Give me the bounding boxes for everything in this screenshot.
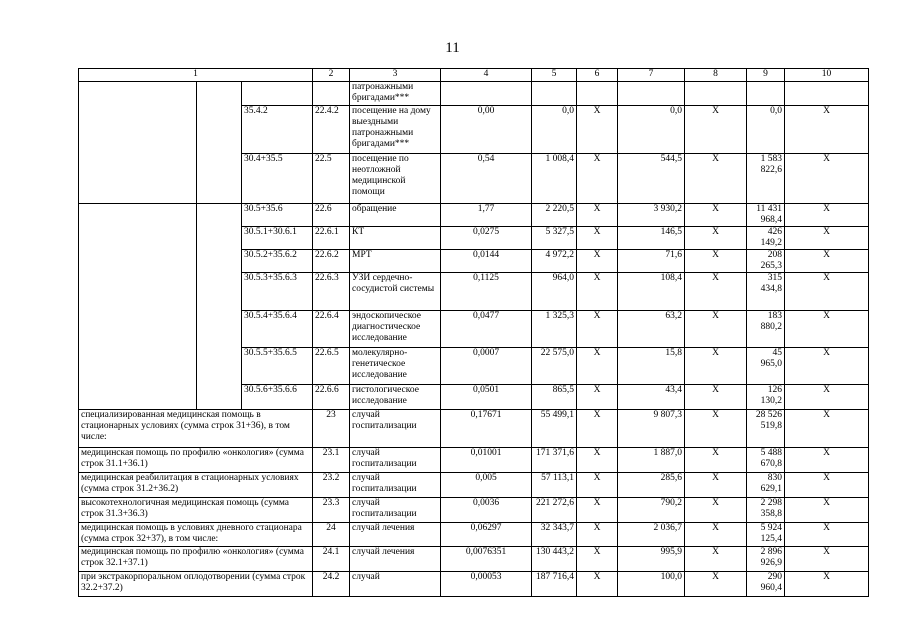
unit-cell: гистологическое исследование bbox=[350, 385, 441, 410]
row-number-cell: 22.6.6 bbox=[313, 385, 350, 410]
value-cell: X bbox=[577, 572, 618, 597]
value-cell: X bbox=[785, 523, 869, 547]
value-cell: X bbox=[785, 572, 869, 597]
value-cell bbox=[685, 82, 747, 106]
unit-cell: УЗИ сердечно-сосудистой системы bbox=[350, 273, 441, 311]
description-cell: высокотехнологичная медицинская помощь (сумма строк 31.3+36.3) bbox=[79, 498, 313, 523]
code-cell: 30.5.5+35.6.5 bbox=[242, 348, 313, 385]
table-row bbox=[79, 547, 869, 572]
value-cell: X bbox=[685, 311, 747, 348]
value-cell: X bbox=[685, 410, 747, 448]
row-number-cell: 23.1 bbox=[313, 448, 350, 473]
merged-empty-cell bbox=[197, 82, 242, 204]
unit-cell: посещение по неотложной медицинской помощи bbox=[350, 154, 441, 204]
unit-cell: случай госпитализации bbox=[350, 410, 441, 448]
value-cell: 1 325,3 bbox=[532, 311, 577, 348]
value-cell: X bbox=[577, 547, 618, 572]
value-cell: X bbox=[785, 250, 869, 273]
value-cell: 130 443,2 bbox=[532, 547, 577, 572]
value-cell: X bbox=[577, 204, 618, 227]
value-cell: X bbox=[685, 523, 747, 547]
value-cell: 71,6 bbox=[618, 250, 685, 273]
value-cell: 1 583 822,6 bbox=[747, 154, 785, 204]
value-cell: 28 526 519,8 bbox=[747, 410, 785, 448]
value-cell: 0,0076351 bbox=[441, 547, 532, 572]
header-cell: 9 bbox=[747, 69, 785, 82]
value-cell: 0,17671 bbox=[441, 410, 532, 448]
value-cell: 55 499,1 bbox=[532, 410, 577, 448]
unit-cell: патронажными бригадами*** bbox=[350, 82, 441, 106]
value-cell: 146,5 bbox=[618, 227, 685, 250]
value-cell: X bbox=[577, 385, 618, 410]
value-cell: 865,5 bbox=[532, 385, 577, 410]
value-cell bbox=[577, 82, 618, 106]
value-cell: 15,8 bbox=[618, 348, 685, 385]
value-cell: 0,00053 bbox=[441, 572, 532, 597]
unit-cell: эндоскопическое диагностическое исследование bbox=[350, 311, 441, 348]
value-cell: X bbox=[577, 273, 618, 311]
unit-cell: случай госпитализации bbox=[350, 498, 441, 523]
row-number-cell: 22.6.2 bbox=[313, 250, 350, 273]
value-cell: 5 327,5 bbox=[532, 227, 577, 250]
table-row bbox=[79, 82, 869, 106]
value-cell: X bbox=[785, 348, 869, 385]
value-cell: 11 431 968,4 bbox=[747, 204, 785, 227]
code-cell bbox=[242, 82, 313, 106]
value-cell: 22 575,0 bbox=[532, 348, 577, 385]
table-row bbox=[79, 572, 869, 597]
value-cell: X bbox=[785, 204, 869, 227]
header-cell: 8 bbox=[685, 69, 747, 82]
value-cell: X bbox=[785, 106, 869, 154]
row-number-cell: 22.6.4 bbox=[313, 311, 350, 348]
value-cell: 0,005 bbox=[441, 473, 532, 498]
row-number-cell: 22.6 bbox=[313, 204, 350, 227]
value-cell: X bbox=[685, 227, 747, 250]
value-cell: X bbox=[785, 311, 869, 348]
value-cell: 0,0477 bbox=[441, 311, 532, 348]
value-cell: 4 972,2 bbox=[532, 250, 577, 273]
value-cell: X bbox=[785, 498, 869, 523]
unit-cell: случай госпитализации bbox=[350, 473, 441, 498]
value-cell bbox=[785, 82, 869, 106]
value-cell: 2 298 358,8 bbox=[747, 498, 785, 523]
value-cell: 108,4 bbox=[618, 273, 685, 311]
row-number-cell: 23.3 bbox=[313, 498, 350, 523]
value-cell: X bbox=[577, 106, 618, 154]
table-row bbox=[79, 473, 869, 498]
value-cell: X bbox=[577, 250, 618, 273]
value-cell bbox=[618, 82, 685, 106]
value-cell: 0,0501 bbox=[441, 385, 532, 410]
unit-cell: случай лечения bbox=[350, 523, 441, 547]
unit-cell: посещение на дому выездными патронажными бригадами*** bbox=[350, 106, 441, 154]
value-cell: 1 887,0 bbox=[618, 448, 685, 473]
merged-empty-cell bbox=[79, 204, 197, 410]
code-cell: 30.5.4+35.6.4 bbox=[242, 311, 313, 348]
row-number-cell: 23.2 bbox=[313, 473, 350, 498]
table-row bbox=[79, 204, 869, 227]
code-cell: 30.5.1+30.6.1 bbox=[242, 227, 313, 250]
value-cell: X bbox=[577, 498, 618, 523]
description-cell: медицинская помощь по профилю «онкология» (сумма строк 31.1+36.1) bbox=[79, 448, 313, 473]
page-number: 11 bbox=[445, 40, 460, 56]
unit-cell: случай bbox=[350, 572, 441, 597]
merged-empty-cell bbox=[79, 82, 197, 204]
code-cell: 30.5.2+35.6.2 bbox=[242, 250, 313, 273]
value-cell: 187 716,4 bbox=[532, 572, 577, 597]
code-cell: 35.4.2 bbox=[242, 106, 313, 154]
value-cell: 964,0 bbox=[532, 273, 577, 311]
value-cell: 0,0 bbox=[747, 106, 785, 154]
value-cell: X bbox=[685, 385, 747, 410]
value-cell: X bbox=[577, 311, 618, 348]
value-cell: X bbox=[785, 410, 869, 448]
value-cell: 183 880,2 bbox=[747, 311, 785, 348]
code-cell: 30.4+35.5 bbox=[242, 154, 313, 204]
row-number-cell: 24.2 bbox=[313, 572, 350, 597]
value-cell bbox=[747, 82, 785, 106]
value-cell: X bbox=[785, 154, 869, 204]
value-cell: X bbox=[577, 448, 618, 473]
table-row bbox=[79, 523, 869, 547]
header-cell: 4 bbox=[441, 69, 532, 82]
value-cell: X bbox=[785, 473, 869, 498]
value-cell: X bbox=[685, 154, 747, 204]
row-number-cell: 22.6.5 bbox=[313, 348, 350, 385]
value-cell: X bbox=[577, 473, 618, 498]
unit-cell: КТ bbox=[350, 227, 441, 250]
value-cell: X bbox=[577, 410, 618, 448]
header-cell: 6 bbox=[577, 69, 618, 82]
header-row bbox=[79, 69, 869, 82]
description-cell: при экстракорпоральном оплодотворении (сумма строк 32.2+37.2) bbox=[79, 572, 313, 597]
value-cell: 57 113,1 bbox=[532, 473, 577, 498]
value-cell: 221 272,6 bbox=[532, 498, 577, 523]
row-number-cell bbox=[313, 82, 350, 106]
description-cell: медицинская помощь в условиях дневного стационара (сумма строк 32+37), в том числе: bbox=[79, 523, 313, 547]
value-cell: 9 807,3 bbox=[618, 410, 685, 448]
value-cell: X bbox=[685, 250, 747, 273]
value-cell: 126 130,2 bbox=[747, 385, 785, 410]
value-cell: X bbox=[577, 523, 618, 547]
value-cell: 790,2 bbox=[618, 498, 685, 523]
value-cell: X bbox=[685, 348, 747, 385]
value-cell: 3 930,2 bbox=[618, 204, 685, 227]
value-cell: 5 488 670,8 bbox=[747, 448, 785, 473]
value-cell: 100,0 bbox=[618, 572, 685, 597]
unit-cell: молекулярно-генетическое исследование bbox=[350, 348, 441, 385]
value-cell: 0,54 bbox=[441, 154, 532, 204]
header-cell: 2 bbox=[313, 69, 350, 82]
header-cell: 5 bbox=[532, 69, 577, 82]
table-row bbox=[79, 448, 869, 473]
row-number-cell: 22.5 bbox=[313, 154, 350, 204]
value-cell: 43,4 bbox=[618, 385, 685, 410]
value-cell: X bbox=[785, 227, 869, 250]
value-cell: X bbox=[685, 106, 747, 154]
value-cell: 1 008,4 bbox=[532, 154, 577, 204]
value-cell: X bbox=[785, 547, 869, 572]
row-number-cell: 22.6.1 bbox=[313, 227, 350, 250]
data-table bbox=[78, 68, 869, 597]
value-cell: X bbox=[685, 448, 747, 473]
value-cell: X bbox=[577, 227, 618, 250]
value-cell: 0,1125 bbox=[441, 273, 532, 311]
value-cell: 1,77 bbox=[441, 204, 532, 227]
unit-cell: случай лечения bbox=[350, 547, 441, 572]
row-number-cell: 23 bbox=[313, 410, 350, 448]
header-cell: 1 bbox=[79, 69, 313, 82]
value-cell: 171 371,6 bbox=[532, 448, 577, 473]
value-cell: 2 896 926,9 bbox=[747, 547, 785, 572]
header-cell: 3 bbox=[350, 69, 441, 82]
value-cell: X bbox=[785, 448, 869, 473]
description-cell: медицинская помощь по профилю «онкология» (сумма строк 32.1+37.1) bbox=[79, 547, 313, 572]
value-cell: 0,0275 bbox=[441, 227, 532, 250]
value-cell: X bbox=[685, 273, 747, 311]
code-cell: 30.5.3+35.6.3 bbox=[242, 273, 313, 311]
unit-cell: обращение bbox=[350, 204, 441, 227]
table-row bbox=[79, 410, 869, 448]
value-cell: 995,9 bbox=[618, 547, 685, 572]
value-cell: 45 965,0 bbox=[747, 348, 785, 385]
value-cell: X bbox=[685, 473, 747, 498]
value-cell bbox=[441, 82, 532, 106]
value-cell: X bbox=[685, 204, 747, 227]
unit-cell: МРТ bbox=[350, 250, 441, 273]
header-cell: 7 bbox=[618, 69, 685, 82]
value-cell: 208 265,3 bbox=[747, 250, 785, 273]
value-cell: X bbox=[685, 572, 747, 597]
row-number-cell: 24 bbox=[313, 523, 350, 547]
value-cell: 2 220,5 bbox=[532, 204, 577, 227]
value-cell: 0,0 bbox=[618, 106, 685, 154]
value-cell: 315 434,8 bbox=[747, 273, 785, 311]
code-cell: 30.5.6+35.6.6 bbox=[242, 385, 313, 410]
value-cell: 285,6 bbox=[618, 473, 685, 498]
value-cell: 0,06297 bbox=[441, 523, 532, 547]
description-cell: специализированная медицинская помощь в стационарных условиях (сумма строк 31+36), в том числе: bbox=[79, 410, 313, 448]
merged-empty-cell bbox=[197, 204, 242, 410]
value-cell: 830 629,1 bbox=[747, 473, 785, 498]
value-cell: X bbox=[785, 385, 869, 410]
value-cell: 0,0144 bbox=[441, 250, 532, 273]
code-cell: 30.5+35.6 bbox=[242, 204, 313, 227]
value-cell: 544,5 bbox=[618, 154, 685, 204]
value-cell: 290 960,4 bbox=[747, 572, 785, 597]
value-cell: 0,0 bbox=[532, 106, 577, 154]
value-cell: X bbox=[685, 498, 747, 523]
value-cell: 63,2 bbox=[618, 311, 685, 348]
value-cell: X bbox=[685, 547, 747, 572]
value-cell: 426 149,2 bbox=[747, 227, 785, 250]
header-cell: 10 bbox=[785, 69, 869, 82]
value-cell: X bbox=[577, 348, 618, 385]
value-cell: 0,01001 bbox=[441, 448, 532, 473]
unit-cell: случай госпитализации bbox=[350, 448, 441, 473]
description-cell: медицинская реабилитация в стационарных условиях (сумма строк 31.2+36.2) bbox=[79, 473, 313, 498]
value-cell: 0,0036 bbox=[441, 498, 532, 523]
value-cell: 5 924 125,4 bbox=[747, 523, 785, 547]
value-cell bbox=[532, 82, 577, 106]
row-number-cell: 24.1 bbox=[313, 547, 350, 572]
value-cell: 32 343,7 bbox=[532, 523, 577, 547]
value-cell: X bbox=[785, 273, 869, 311]
value-cell: 0,00 bbox=[441, 106, 532, 154]
value-cell: 0,0007 bbox=[441, 348, 532, 385]
value-cell: 2 036,7 bbox=[618, 523, 685, 547]
row-number-cell: 22.4.2 bbox=[313, 106, 350, 154]
row-number-cell: 22.6.3 bbox=[313, 273, 350, 311]
value-cell: X bbox=[577, 154, 618, 204]
table-row bbox=[79, 498, 869, 523]
